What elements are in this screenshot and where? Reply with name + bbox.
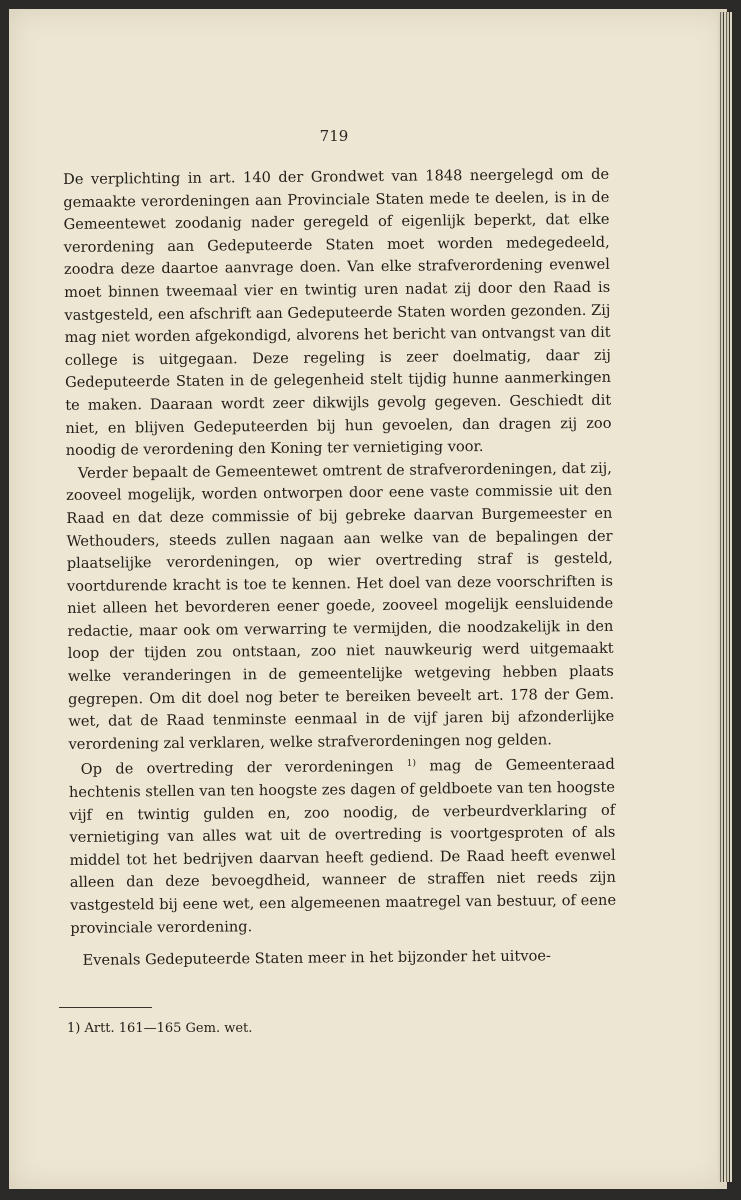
page-stack-edge — [718, 12, 732, 1182]
book-page — [9, 9, 727, 1189]
paragraph-4: Evenals Gedeputeerde Staten meer in het bijzonder het uitvoe- — [82, 947, 551, 970]
paragraph-3-end: mag de Gemeenteraad hechtenis stellen van ten hoogste zes dagen of geldboete van ten hoogste vijf en twintig gulden en, zoo noodig, de verbeurdverklaring of vernietiging van alles wat uit de overtreding is voortgesproten of als middel tot het bedrijven daarvan heeft gediend. De Raad heeft evenwel alleen dan deze bevoegdheid, wanneer de straffen niet reeds zijn vastgesteld bij eene wet, een algemeenen maatregel van bestuur, of eene provinciale verordening. — [68, 756, 617, 937]
footnote-reference: 1) — [406, 759, 417, 770]
paragraph-3 — [69, 751, 617, 940]
paragraph-1: De verplichting in art. 140 der Grondwet van 1848 neergelegd om de gemaakte verordeningen aan Provinciale Staten mede te deelen, is in de Gemeentewet zoodanig nader geregeld of eigenlijk beperkt, dat elke verordening aan Gedeputeerde Staten moet worden medegedeeld, zoodra deze daartoe aanvrage doen. Van elke strafverordening evenwel moet binnen tweemaal vier en twintig uren nadat zij door den Raad is vastgesteld, een afschrift aan Gedeputeerde Staten worden gezonden. Zij mag niet worden afgekondigd, alvorens het bericht van ontvangst van dit college is uitgegaan. Deze regeling is zeer doelmatig, daar zij Gedeputeerde Staten in de gelegenheid stelt tijdig hunne aanmerkingen te maken. Daaraan wordt zeer dikwijls gevolg gegeven. Geschiedt dit niet, en blijven Gedeputeerden bij hun gevoelen, dan dragen zij zoo noodig de verordening den Koning ter vernietiging voor. — [63, 165, 612, 460]
body-text — [63, 164, 617, 973]
page-number: 719 — [319, 127, 349, 145]
footnote: 1) Artt. 161—165 Gem. wet. — [67, 1021, 253, 1036]
footnote-rule — [59, 1007, 152, 1008]
paragraph-3-start: Op de overtreding der verordeningen — [80, 758, 407, 779]
paragraph-2: Verder bepaalt de Gemeentewet omtrent de strafverordeningen, dat zij, zooveel mogelijk, worden ontworpen door eene vaste commissie uit den Raad en dat deze commissie of bij gebreke daarvan Burgemeester en Wethouders, steeds zullen nagaan aan welke van de bepalingen der plaatselijke verordeningen, op wier overtreding straf is gesteld, voortdurende kracht is toe te kennen. Het doel van deze voorschriften is niet alleen het bevorderen eener goede, zooveel mogelijk eensluidende redactie, maar ook om verwarring te vermijden, die noodzakelijk in den loop der tijden zou ontstaan, zoo niet nauwkeurig werd uitgemaakt welke veranderingen in de gemeentelijke wetgeving hebben plaats gegrepen. Om dit doel nog beter te bereiken beveelt art. 178 der Gem. wet, dat de Raad tenminste eenmaal in de vijf jaren bij afzonderlijke verordening zal verklaren, welke strafverordeningen nog gelden. — [66, 459, 615, 753]
